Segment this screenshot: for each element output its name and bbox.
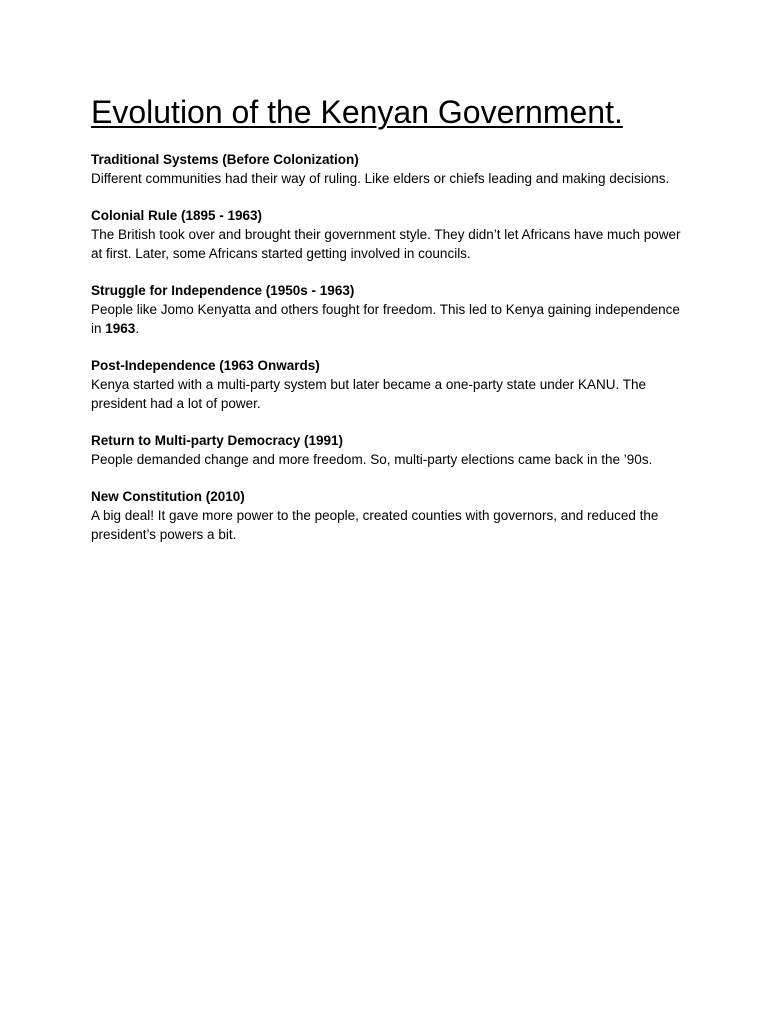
section-heading: Traditional Systems (Before Colonization) bbox=[91, 152, 359, 167]
section-return-to-multi-party bbox=[91, 431, 691, 469]
section-traditional-systems bbox=[91, 150, 691, 188]
section-post-independence bbox=[91, 356, 691, 413]
section-body-bold-year: 1963 bbox=[105, 321, 136, 336]
section-body: People demanded change and more freedom. So, multi-party elections came back in the ’90s. bbox=[91, 452, 653, 467]
section-heading: Return to Multi-party Democracy (1991) bbox=[91, 433, 344, 448]
section-heading: Colonial Rule (1895 - 1963) bbox=[91, 208, 263, 223]
section-heading: Struggle for Independence (1950s - 1963) bbox=[91, 283, 355, 298]
document-page bbox=[91, 92, 691, 562]
section-body bbox=[91, 300, 691, 338]
section-new-constitution bbox=[91, 487, 691, 544]
section-body-text: People like Jomo Kenyatta and others fought for freedom. This led to Kenya gaining independence in bbox=[91, 302, 680, 336]
section-heading: Post-Independence (1963 Onwards) bbox=[91, 358, 320, 373]
section-body: Kenya started with a multi-party system but later became a one-party state under KANU. The president had a lot of power. bbox=[91, 377, 647, 411]
section-heading: New Constitution (2010) bbox=[91, 489, 245, 504]
section-body-text-end: . bbox=[135, 321, 140, 336]
section-body: Different communities had their way of ruling. Like elders or chiefs leading and making decisions. bbox=[91, 171, 670, 186]
section-body: A big deal! It gave more power to the people, created counties with governors, and reduced the president’s powers a bit. bbox=[91, 508, 659, 542]
section-colonial-rule bbox=[91, 206, 691, 263]
section-struggle-for-independence bbox=[91, 281, 691, 338]
document-title: Evolution of the Kenyan Government. bbox=[91, 94, 623, 130]
section-body: The British took over and brought their government style. They didn’t let Africans have much power at first. Later, some Africans started getting involved in councils. bbox=[91, 227, 681, 261]
